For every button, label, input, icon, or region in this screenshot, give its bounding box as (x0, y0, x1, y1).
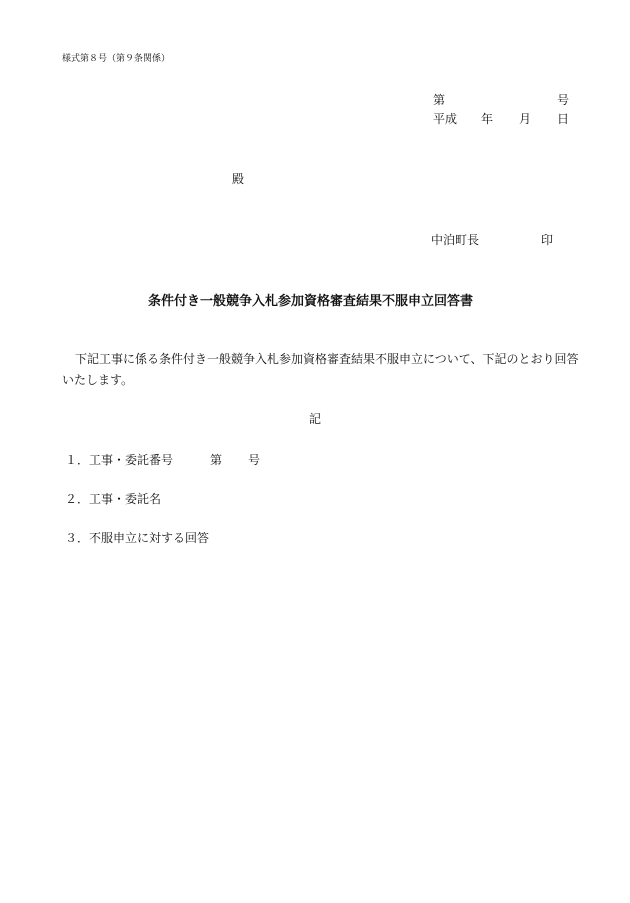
ki-heading: 記 (309, 412, 322, 426)
document-number-prefix: 第 (433, 93, 446, 107)
date-year-unit: 年 (481, 112, 494, 126)
form-number: 様式第８号（第９条関係） (62, 54, 171, 64)
body-paragraph: 下記工事に係る条件付き一般競争入札参加資格審査結果不服申立について、下記のとおり回答いたします。 (62, 352, 579, 387)
addressee-honorific: 殿 (232, 172, 245, 186)
item-contract-name-label: ２．工事・委託名 (65, 492, 162, 506)
item-contract-number-suffix: 号 (248, 453, 261, 467)
date-month-unit: 月 (519, 112, 532, 126)
date-era: 平成 (433, 112, 458, 126)
date-day-unit: 日 (557, 112, 570, 126)
item-contract-number-label: １．工事・委託番号 (65, 453, 174, 467)
issuer-seal: 印 (541, 233, 554, 247)
document-number-suffix: 号 (557, 93, 570, 107)
item-response-label: ３．不服申立に対する回答 (65, 531, 210, 545)
document-title: 条件付き一般競争入札参加資格審査結果不服申立回答書 (148, 294, 474, 309)
issuer-name: 中泊町長 (431, 233, 480, 247)
item-contract-number-prefix: 第 (210, 453, 223, 467)
